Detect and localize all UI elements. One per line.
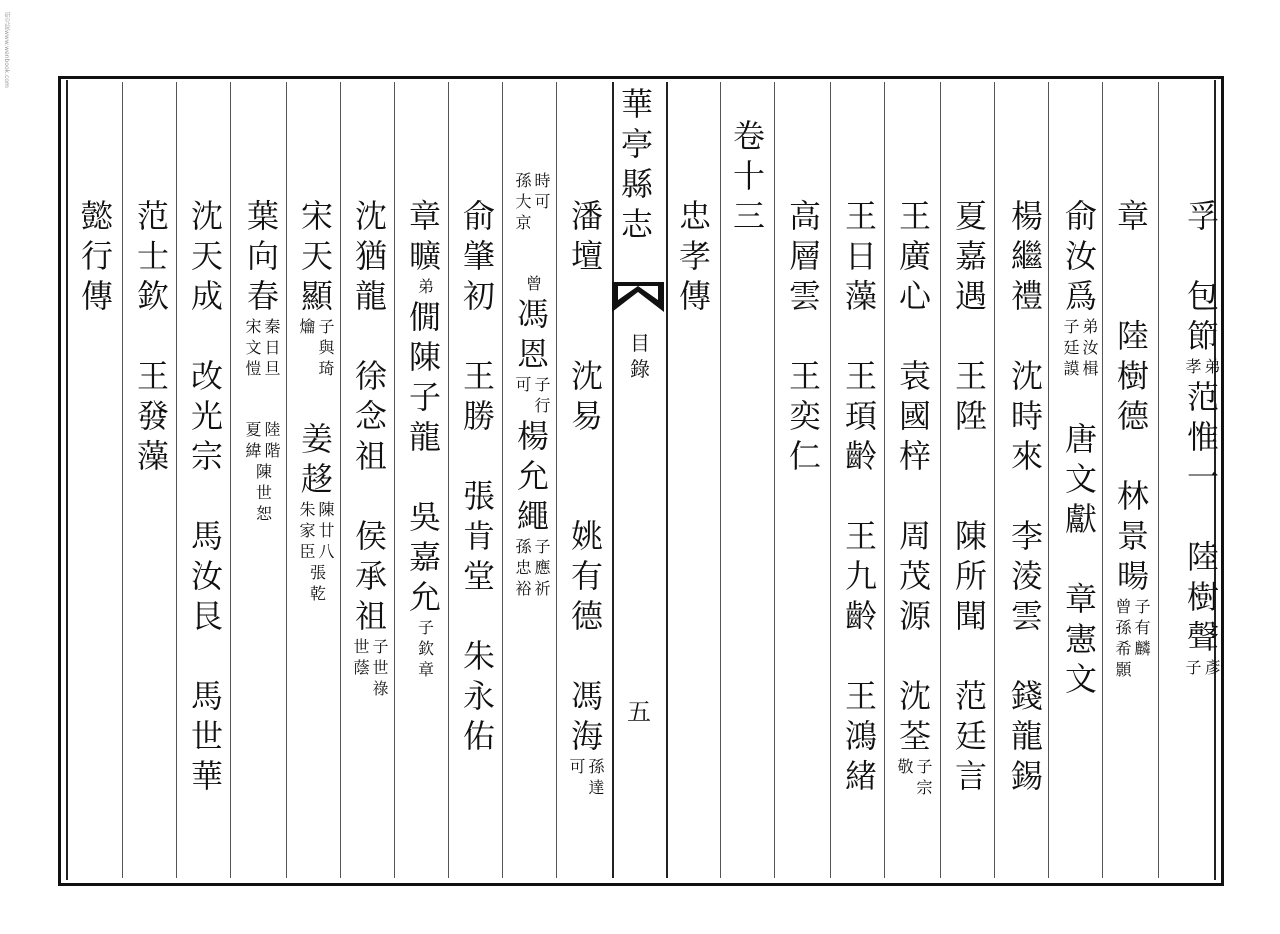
main-char: 廣 [898, 237, 931, 275]
main-char: 宗 [190, 437, 223, 475]
annotation-char: 弟 [1204, 357, 1221, 376]
annotation-char: 敬 [897, 757, 914, 776]
annotation-char: 京 [515, 213, 532, 232]
main-char: 有 [570, 557, 603, 595]
annotation-char: 曾 [525, 274, 542, 293]
main-char: 姜 [300, 420, 333, 458]
main-char: 向 [246, 237, 279, 275]
main-char: 傳 [678, 277, 711, 315]
main-char: 一 [1186, 458, 1219, 496]
annotation-char: 蔭 [353, 658, 370, 677]
main-char: 卷 [732, 117, 765, 155]
annotation-char: 孫 [515, 171, 532, 190]
main-char: 佑 [462, 717, 495, 755]
main-char: 奕 [788, 397, 821, 435]
main-char: 猶 [354, 237, 387, 275]
main-char: 林 [1116, 477, 1149, 515]
annotation [515, 374, 551, 416]
annotation-char: 孫 [1115, 618, 1132, 637]
annotation-char: 弟 [417, 277, 434, 296]
main-char: 欽 [136, 277, 169, 315]
main-char: 汝 [1064, 237, 1097, 275]
text-column [1000, 196, 1054, 796]
text-column [70, 196, 124, 316]
annotation-char: 有 [1134, 618, 1151, 637]
main-char: 禮 [1010, 277, 1043, 315]
annotation-char: 世 [255, 483, 272, 502]
main-char: 廷 [954, 717, 987, 755]
annotation-char: 章 [417, 660, 434, 679]
main-char: 發 [136, 397, 169, 435]
main-char: 顯 [300, 277, 333, 315]
annotation [897, 756, 933, 798]
main-char: 王 [136, 357, 169, 395]
annotation-char: 子 [372, 637, 389, 656]
main-char: 章 [1064, 580, 1097, 618]
main-char: 子 [408, 378, 441, 416]
main-char: 淩 [1010, 557, 1043, 595]
annotation-char: 陳 [318, 500, 335, 519]
main-char: 日 [844, 237, 877, 275]
annotation-char: 琦 [318, 359, 335, 378]
main-char: 嘉 [954, 237, 987, 275]
main-char: 朱 [462, 637, 495, 675]
main-char: 景 [1116, 517, 1149, 555]
main-char: 夏 [954, 197, 987, 235]
main-char: 陞 [954, 397, 987, 435]
main-char: 十 [732, 157, 765, 195]
main-char: 梓 [898, 437, 931, 475]
text-column [506, 170, 560, 599]
main-char: 德 [570, 597, 603, 635]
annotation-char: 緯 [245, 441, 262, 460]
main-char: 世 [190, 717, 223, 755]
main-char: 荃 [898, 717, 931, 755]
main-char: 沈 [898, 677, 931, 715]
main-char: 錫 [1010, 757, 1043, 795]
annotation-char: 文 [245, 338, 262, 357]
annotation-char: 與 [318, 338, 335, 357]
main-char: 侯 [354, 517, 387, 555]
text-column [722, 116, 776, 236]
main-char: 齡 [844, 437, 877, 475]
main-char: 馮 [516, 295, 549, 333]
main-char: 獻 [1064, 500, 1097, 538]
main-char: 王 [462, 357, 495, 395]
text-column [560, 196, 614, 798]
page-number: 五 [627, 698, 651, 726]
main-char: 徐 [354, 357, 387, 395]
main-char: 楊 [1010, 197, 1043, 235]
main-char: 忠 [678, 197, 711, 235]
text-column [834, 196, 888, 796]
main-char: 宋 [300, 197, 333, 235]
main-char: 祖 [354, 437, 387, 475]
annotation-char: 孫 [588, 757, 605, 776]
annotation-char: 可 [534, 192, 551, 211]
annotation [515, 170, 551, 233]
annotation-char: 彥 [1204, 658, 1221, 677]
main-char: 吳 [408, 498, 441, 536]
book-title [610, 84, 664, 244]
main-char: 曠 [408, 237, 441, 275]
main-char: 包 [1186, 277, 1219, 315]
main-char: 趍 [300, 460, 333, 498]
annotation-char: 廷 [1063, 338, 1080, 357]
title-char: 志 [620, 205, 653, 243]
main-char: 春 [246, 277, 279, 315]
main-char: 僩 [408, 298, 441, 336]
main-char: 憲 [1064, 620, 1097, 658]
annotation [254, 461, 273, 524]
main-char: 士 [136, 237, 169, 275]
annotation [245, 419, 281, 461]
annotation-char: 夏 [245, 420, 262, 439]
main-char: 沈 [354, 197, 387, 235]
main-char: 來 [1010, 437, 1043, 475]
annotation [524, 273, 543, 294]
main-char: 章 [1116, 197, 1149, 235]
annotation-char: 子 [534, 375, 551, 394]
text-column [944, 196, 998, 796]
annotation-char: 乾 [309, 584, 326, 603]
main-char: 繼 [1010, 237, 1043, 275]
main-char: 陸 [1116, 317, 1149, 355]
main-char: 陳 [408, 338, 441, 376]
title-char: 縣 [620, 165, 653, 203]
annotation-char: 謨 [1063, 359, 1080, 378]
text-column [126, 196, 180, 476]
main-char: 肇 [462, 237, 495, 275]
main-char: 王 [788, 357, 821, 395]
main-char: 傳 [80, 277, 113, 315]
annotation [299, 499, 335, 562]
main-char: 祖 [354, 597, 387, 635]
annotation-char: 秦 [264, 317, 281, 336]
annotation-char: 麟 [1134, 639, 1151, 658]
main-char: 汝 [190, 557, 223, 595]
text-column [180, 196, 234, 796]
main-char: 德 [1116, 397, 1149, 435]
main-char: 樹 [1116, 357, 1149, 395]
main-char: 俞 [462, 197, 495, 235]
annotation-char: 忠 [515, 558, 532, 577]
main-char: 馬 [190, 517, 223, 555]
annotation-char: 顥 [1115, 660, 1132, 679]
main-char: 時 [1010, 397, 1043, 435]
section-char: 錄 [630, 357, 650, 381]
main-char: 錢 [1010, 677, 1043, 715]
main-char: 嘉 [408, 538, 441, 576]
annotation-char: 子 [534, 537, 551, 556]
main-char: 所 [954, 557, 987, 595]
main-char: 王 [844, 677, 877, 715]
main-char: 天 [190, 237, 223, 275]
annotation-char: 階 [264, 441, 281, 460]
annotation-char: 祿 [372, 679, 389, 698]
main-char: 沈 [190, 197, 223, 235]
text-column [1176, 196, 1230, 678]
main-char: 王 [844, 517, 877, 555]
text-column [452, 196, 506, 756]
annotation-char: 行 [534, 396, 551, 415]
main-char: 頊 [844, 397, 877, 435]
main-char: 光 [190, 397, 223, 435]
main-char: 楊 [516, 417, 549, 455]
annotation [416, 276, 435, 297]
annotation-char: 祈 [534, 579, 551, 598]
main-char: 馮 [570, 677, 603, 715]
text-column [668, 196, 722, 316]
main-char: 仁 [788, 437, 821, 475]
annotation-char: 子 [1063, 317, 1080, 336]
main-char: 天 [300, 237, 333, 275]
annotation-char: 世 [353, 637, 370, 656]
annotation-char: 孫 [515, 537, 532, 556]
annotation-char: 陸 [264, 420, 281, 439]
main-char: 章 [408, 197, 441, 235]
main-char: 王 [898, 197, 931, 235]
main-char: 馬 [190, 677, 223, 715]
text-column [778, 196, 832, 476]
main-char: 繩 [516, 497, 549, 535]
main-char: 唐 [1064, 420, 1097, 458]
annotation-char: 家 [299, 521, 316, 540]
annotation-char: 八 [318, 542, 335, 561]
main-char: 文 [1064, 660, 1097, 698]
main-char: 沈 [570, 357, 603, 395]
main-char: 艮 [190, 597, 223, 635]
main-char: 鴻 [844, 717, 877, 755]
main-char: 言 [954, 757, 987, 795]
annotation-char: 子 [1134, 597, 1151, 616]
main-char: 允 [516, 457, 549, 495]
annotation-char: 曾 [1115, 597, 1132, 616]
annotation-char: 子 [318, 317, 335, 336]
main-char: 葉 [246, 197, 279, 235]
main-char: 周 [898, 517, 931, 555]
main-char: 茂 [898, 557, 931, 595]
annotation [515, 536, 551, 599]
annotation [1185, 657, 1221, 678]
annotation-char: 臣 [299, 542, 316, 561]
main-char: 張 [462, 477, 495, 515]
annotation [1115, 596, 1151, 680]
main-char: 孝 [678, 237, 711, 275]
main-char: 雲 [1010, 597, 1043, 635]
watermark: 研究院www.wenbook.com [3, 12, 10, 88]
text-column [344, 196, 398, 699]
text-column [1106, 196, 1160, 680]
fishtail-mark [612, 282, 664, 312]
main-char: 陳 [954, 517, 987, 555]
annotation-char: 旦 [264, 359, 281, 378]
main-char: 雲 [788, 277, 821, 315]
section-label [628, 330, 652, 382]
annotation-char: 張 [309, 563, 326, 582]
main-char: 行 [80, 237, 113, 275]
annotation-char: 陳 [255, 462, 272, 481]
main-char: 九 [844, 557, 877, 595]
main-char: 堂 [462, 557, 495, 595]
annotation-char: 弟 [1082, 317, 1099, 336]
main-char: 肯 [462, 517, 495, 555]
main-char: 龍 [1010, 717, 1043, 755]
annotation-char: 子 [916, 757, 933, 776]
annotation [416, 617, 435, 680]
annotation-char: 大 [515, 192, 532, 211]
main-char: 范 [954, 677, 987, 715]
text-column [290, 196, 344, 604]
main-char: 沈 [1010, 357, 1043, 395]
main-char: 壇 [570, 237, 603, 275]
main-char: 允 [408, 578, 441, 616]
main-char: 樹 [1186, 578, 1219, 616]
annotation-char: 裕 [515, 579, 532, 598]
annotation-char: 愷 [245, 359, 262, 378]
annotation-char: 汝 [1082, 338, 1099, 357]
main-char: 藻 [844, 277, 877, 315]
main-char: 改 [190, 357, 223, 395]
main-char: 文 [1064, 460, 1097, 498]
main-char: 龍 [408, 418, 441, 456]
main-char: 孚 [1186, 197, 1219, 235]
main-char: 初 [462, 277, 495, 315]
annotation-char: 朱 [299, 500, 316, 519]
annotation-char: 欽 [417, 639, 434, 658]
main-char: 暘 [1116, 557, 1149, 595]
annotation-char: 爚 [299, 317, 316, 336]
main-char: 華 [190, 757, 223, 795]
main-char: 袁 [898, 357, 931, 395]
main-char: 恩 [516, 335, 549, 373]
annotation-char: 時 [534, 171, 551, 190]
text-column [236, 196, 290, 524]
main-char: 藻 [136, 437, 169, 475]
annotation-char: 子 [1185, 658, 1202, 677]
annotation-char: 世 [372, 658, 389, 677]
annotation [353, 636, 389, 699]
annotation-char: 楫 [1082, 359, 1099, 378]
main-char: 國 [898, 397, 931, 435]
annotation-char: 孝 [1185, 357, 1202, 376]
main-char: 念 [354, 397, 387, 435]
title-char: 華 [620, 85, 653, 123]
main-char: 俞 [1064, 197, 1097, 235]
main-char: 王 [844, 357, 877, 395]
main-char: 懿 [80, 197, 113, 235]
text-column [888, 196, 942, 798]
annotation [308, 562, 327, 604]
main-char: 爲 [1064, 277, 1097, 315]
annotation [1063, 316, 1099, 379]
main-char: 勝 [462, 397, 495, 435]
main-char: 節 [1186, 317, 1219, 355]
annotation [245, 316, 281, 379]
main-char: 惟 [1186, 418, 1219, 456]
main-char: 聞 [954, 597, 987, 635]
main-char: 成 [190, 277, 223, 315]
annotation-char: 恕 [255, 504, 272, 523]
annotation-char: 可 [569, 757, 586, 776]
main-char: 高 [788, 197, 821, 235]
main-char: 范 [136, 197, 169, 235]
annotation-char: 廿 [318, 521, 335, 540]
text-column [1054, 196, 1108, 699]
main-char: 三 [732, 197, 765, 235]
title-char: 亭 [620, 125, 653, 163]
annotation-char: 子 [417, 618, 434, 637]
main-char: 源 [898, 597, 931, 635]
annotation-char: 希 [1115, 639, 1132, 658]
main-char: 姚 [570, 517, 603, 555]
main-char: 層 [788, 237, 821, 275]
main-char: 永 [462, 677, 495, 715]
annotation [1185, 356, 1221, 377]
main-char: 緒 [844, 757, 877, 795]
annotation-char: 宗 [916, 778, 933, 797]
inner-border-left [66, 80, 68, 880]
annotation-char: 可 [515, 375, 532, 394]
text-column [398, 196, 452, 680]
main-char: 海 [570, 717, 603, 755]
main-char: 遇 [954, 277, 987, 315]
main-char: 陸 [1186, 538, 1219, 576]
main-char: 齡 [844, 597, 877, 635]
main-char: 李 [1010, 517, 1043, 555]
annotation-char: 應 [534, 558, 551, 577]
section-char: 目 [630, 331, 650, 355]
main-char: 心 [898, 277, 931, 315]
annotation-char: 日 [264, 338, 281, 357]
main-char: 王 [954, 357, 987, 395]
main-char: 易 [570, 397, 603, 435]
annotation [569, 756, 605, 798]
main-char: 王 [844, 197, 877, 235]
main-char: 龍 [354, 277, 387, 315]
main-char: 承 [354, 557, 387, 595]
main-char: 潘 [570, 197, 603, 235]
main-char: 聲 [1186, 618, 1219, 656]
annotation-char: 達 [588, 778, 605, 797]
annotation-char: 宋 [245, 317, 262, 336]
main-char: 范 [1186, 378, 1219, 416]
annotation [299, 316, 335, 379]
